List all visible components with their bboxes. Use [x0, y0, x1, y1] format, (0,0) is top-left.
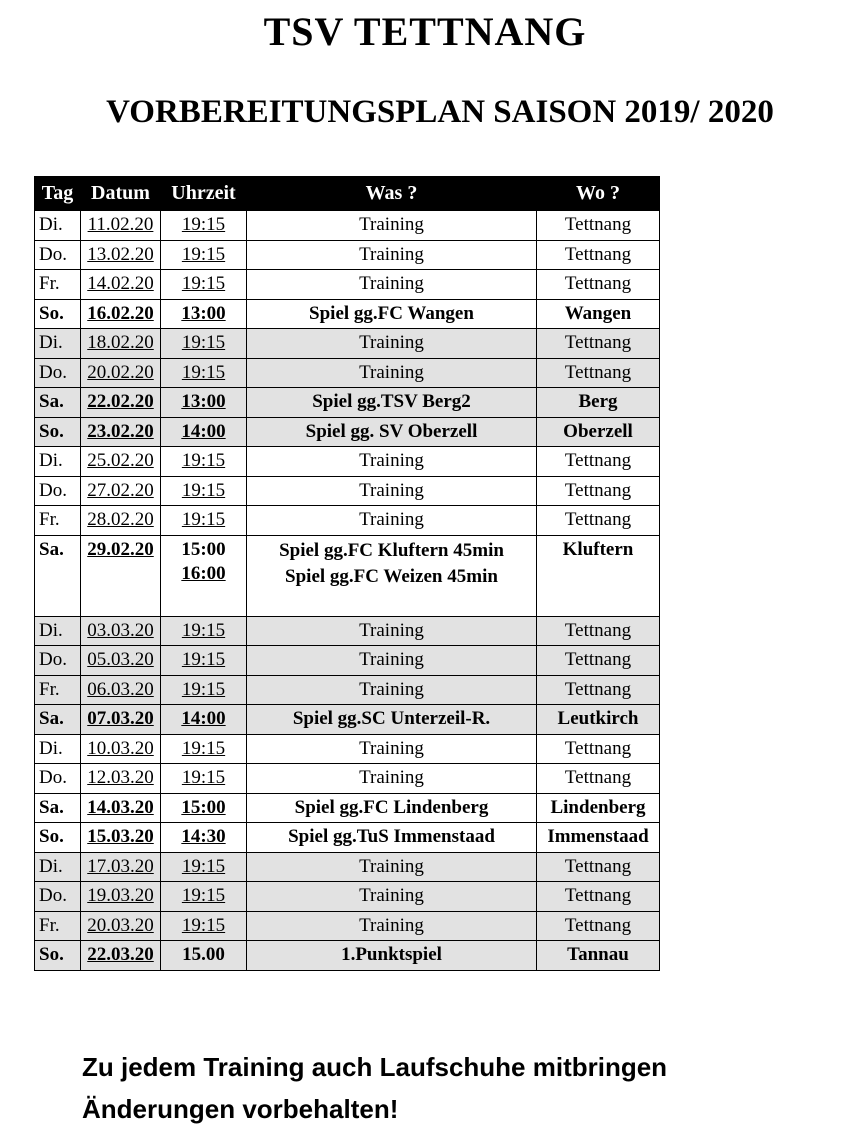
- cell-was: [247, 535, 537, 616]
- cell-was: Training: [247, 764, 537, 794]
- cell-datum: 20.02.20: [81, 358, 161, 388]
- cell-wo: Tettnang: [537, 882, 660, 912]
- cell-was: Training: [247, 852, 537, 882]
- table-row: [35, 764, 660, 794]
- cell-tag: Di.: [35, 852, 81, 882]
- table-row: [35, 705, 660, 735]
- cell-tag: Fr.: [35, 911, 81, 941]
- cell-datum: 11.02.20: [81, 211, 161, 241]
- table-header-row: [35, 177, 660, 211]
- cell-was: Training: [247, 506, 537, 536]
- cell-tag: Do.: [35, 476, 81, 506]
- cell-tag: So.: [35, 417, 81, 447]
- cell-wo: Tettnang: [537, 329, 660, 359]
- table-row: [35, 852, 660, 882]
- cell-was: Training: [247, 270, 537, 300]
- cell-uhrzeit: 13:00: [161, 388, 247, 418]
- cell-datum: 17.03.20: [81, 852, 161, 882]
- cell-was: Training: [247, 329, 537, 359]
- table-row: [35, 299, 660, 329]
- cell-tag: Fr.: [35, 506, 81, 536]
- page-title: TSV TETTNANG: [263, 9, 587, 54]
- cell-uhrzeit: 19:15: [161, 911, 247, 941]
- cell-tag: Do.: [35, 358, 81, 388]
- cell-wo: Tettnang: [537, 358, 660, 388]
- cell-tag: Do.: [35, 240, 81, 270]
- table-row: [35, 240, 660, 270]
- cell-wo: Oberzell: [537, 417, 660, 447]
- cell-datum: 20.03.20: [81, 911, 161, 941]
- header-was: Was ?: [247, 177, 537, 211]
- cell-was: Training: [247, 211, 537, 241]
- cell-was: Training: [247, 646, 537, 676]
- header-wo: Wo ?: [537, 177, 660, 211]
- table-row: [35, 823, 660, 853]
- cell-was: Training: [247, 734, 537, 764]
- cell-datum: 19.03.20: [81, 882, 161, 912]
- cell-was: Spiel gg.SC Unterzeil-R.: [247, 705, 537, 735]
- footer-line-shoes: Zu jedem Training auch Laufschuhe mitbringen: [82, 1052, 668, 1082]
- cell-datum: 18.02.20: [81, 329, 161, 359]
- cell-datum: 25.02.20: [81, 447, 161, 477]
- cell-was: Spiel gg.FC Wangen: [247, 299, 537, 329]
- table-row: [35, 447, 660, 477]
- cell-tag: Fr.: [35, 270, 81, 300]
- cell-was: Spiel gg.FC Lindenberg: [247, 793, 537, 823]
- cell-wo: Tettnang: [537, 734, 660, 764]
- cell-wo: Tettnang: [537, 852, 660, 882]
- table-row: [35, 882, 660, 912]
- table-row: [35, 358, 660, 388]
- page-subtitle: VORBEREITUNGSPLAN SAISON 2019/ 2020: [106, 94, 774, 130]
- cell-datum: 28.02.20: [81, 506, 161, 536]
- cell-datum: 16.02.20: [81, 299, 161, 329]
- cell-tag: Di.: [35, 447, 81, 477]
- cell-wo: Wangen: [537, 299, 660, 329]
- table-row: [35, 476, 660, 506]
- cell-was: Training: [247, 616, 537, 646]
- cell-datum: 29.02.20: [81, 535, 161, 616]
- cell-wo: Berg: [537, 388, 660, 418]
- cell-wo: Tettnang: [537, 211, 660, 241]
- cell-uhrzeit: 19:15: [161, 646, 247, 676]
- cell-datum: 05.03.20: [81, 646, 161, 676]
- cell-tag: Do.: [35, 882, 81, 912]
- cell-datum: 03.03.20: [81, 616, 161, 646]
- cell-was-second: Spiel gg.FC Weizen 45min: [285, 565, 498, 587]
- cell-wo: Kluftern: [537, 535, 660, 616]
- cell-uhrzeit: 19:15: [161, 764, 247, 794]
- table-row: [35, 417, 660, 447]
- cell-wo: Immenstaad: [537, 823, 660, 853]
- cell-datum: 27.02.20: [81, 476, 161, 506]
- cell-was: Spiel gg. SV Oberzell: [247, 417, 537, 447]
- cell-was: Spiel gg.TSV Berg2: [247, 388, 537, 418]
- cell-uhrzeit: 14:00: [161, 417, 247, 447]
- schedule-table: [34, 176, 660, 971]
- cell-tag: Do.: [35, 764, 81, 794]
- cell-wo: Tettnang: [537, 616, 660, 646]
- cell-tag: Sa.: [35, 535, 81, 616]
- table-row: [35, 911, 660, 941]
- cell-uhrzeit-first: 15:00: [181, 538, 226, 560]
- cell-was: Training: [247, 882, 537, 912]
- cell-wo: Tettnang: [537, 476, 660, 506]
- table-row: [35, 616, 660, 646]
- cell-uhrzeit: 13:00: [161, 299, 247, 329]
- cell-was: Training: [247, 911, 537, 941]
- cell-tag: Sa.: [35, 705, 81, 735]
- cell-was: Training: [247, 675, 537, 705]
- cell-datum: 22.03.20: [81, 941, 161, 971]
- table-row: [35, 734, 660, 764]
- cell-datum: 15.03.20: [81, 823, 161, 853]
- cell-tag: Di.: [35, 734, 81, 764]
- cell-was: Training: [247, 447, 537, 477]
- footer-line-changes: Änderungen vorbehalten!: [82, 1094, 399, 1124]
- cell-uhrzeit: 19:15: [161, 675, 247, 705]
- cell-tag: Fr.: [35, 675, 81, 705]
- cell-uhrzeit: 14:00: [161, 705, 247, 735]
- cell-uhrzeit: 19:15: [161, 852, 247, 882]
- cell-wo: Tettnang: [537, 447, 660, 477]
- cell-was: Training: [247, 240, 537, 270]
- cell-wo: Leutkirch: [537, 705, 660, 735]
- header-datum: Datum: [81, 177, 161, 211]
- cell-tag: Di.: [35, 211, 81, 241]
- cell-tag: Sa.: [35, 793, 81, 823]
- header-uhrzeit: Uhrzeit: [161, 177, 247, 211]
- cell-tag: So.: [35, 941, 81, 971]
- table-row: [35, 506, 660, 536]
- cell-was: Spiel gg.TuS Immenstaad: [247, 823, 537, 853]
- cell-wo: Tettnang: [537, 764, 660, 794]
- cell-uhrzeit: 19:15: [161, 506, 247, 536]
- table-row: [35, 329, 660, 359]
- cell-was-first: Spiel gg.FC Kluftern 45min: [279, 539, 504, 561]
- cell-uhrzeit: 19:15: [161, 270, 247, 300]
- cell-tag: So.: [35, 299, 81, 329]
- table-row: [35, 646, 660, 676]
- cell-datum: 06.03.20: [81, 675, 161, 705]
- cell-wo: Tettnang: [537, 240, 660, 270]
- table-row: [35, 793, 660, 823]
- cell-datum: 23.02.20: [81, 417, 161, 447]
- header-tag: Tag: [35, 177, 81, 211]
- table-row: [35, 941, 660, 971]
- cell-uhrzeit: 15.00: [161, 941, 247, 971]
- cell-datum: 22.02.20: [81, 388, 161, 418]
- cell-tag: Di.: [35, 616, 81, 646]
- cell-uhrzeit: 14:30: [161, 823, 247, 853]
- cell-tag: Do.: [35, 646, 81, 676]
- cell-datum: 14.03.20: [81, 793, 161, 823]
- cell-wo: Tettnang: [537, 646, 660, 676]
- footer-notes: [82, 1046, 667, 1130]
- table-row: [35, 675, 660, 705]
- table-row: [35, 211, 660, 241]
- cell-uhrzeit: [161, 535, 247, 616]
- cell-datum: 14.02.20: [81, 270, 161, 300]
- cell-was: Training: [247, 358, 537, 388]
- cell-uhrzeit: 19:15: [161, 240, 247, 270]
- cell-uhrzeit: 19:15: [161, 358, 247, 388]
- cell-wo: Tettnang: [537, 506, 660, 536]
- table-row: [35, 270, 660, 300]
- cell-wo: Lindenberg: [537, 793, 660, 823]
- cell-wo: Tettnang: [537, 911, 660, 941]
- cell-was: Training: [247, 476, 537, 506]
- cell-datum: 07.03.20: [81, 705, 161, 735]
- cell-wo: Tettnang: [537, 270, 660, 300]
- cell-datum: 10.03.20: [81, 734, 161, 764]
- cell-tag: Sa.: [35, 388, 81, 418]
- table-row: [35, 535, 660, 616]
- cell-uhrzeit: 19:15: [161, 211, 247, 241]
- cell-uhrzeit: 19:15: [161, 882, 247, 912]
- cell-uhrzeit: 19:15: [161, 447, 247, 477]
- cell-wo: Tettnang: [537, 675, 660, 705]
- cell-was: 1.Punktspiel: [247, 941, 537, 971]
- cell-datum: 13.02.20: [81, 240, 161, 270]
- cell-uhrzeit: 19:15: [161, 734, 247, 764]
- cell-wo: Tannau: [537, 941, 660, 971]
- cell-uhrzeit: 19:15: [161, 329, 247, 359]
- cell-uhrzeit: 19:15: [161, 616, 247, 646]
- cell-uhrzeit: 15:00: [161, 793, 247, 823]
- table-row: [35, 388, 660, 418]
- cell-tag: So.: [35, 823, 81, 853]
- cell-tag: Di.: [35, 329, 81, 359]
- cell-uhrzeit-second: 16:00: [181, 562, 226, 584]
- cell-datum: 12.03.20: [81, 764, 161, 794]
- cell-uhrzeit: 19:15: [161, 476, 247, 506]
